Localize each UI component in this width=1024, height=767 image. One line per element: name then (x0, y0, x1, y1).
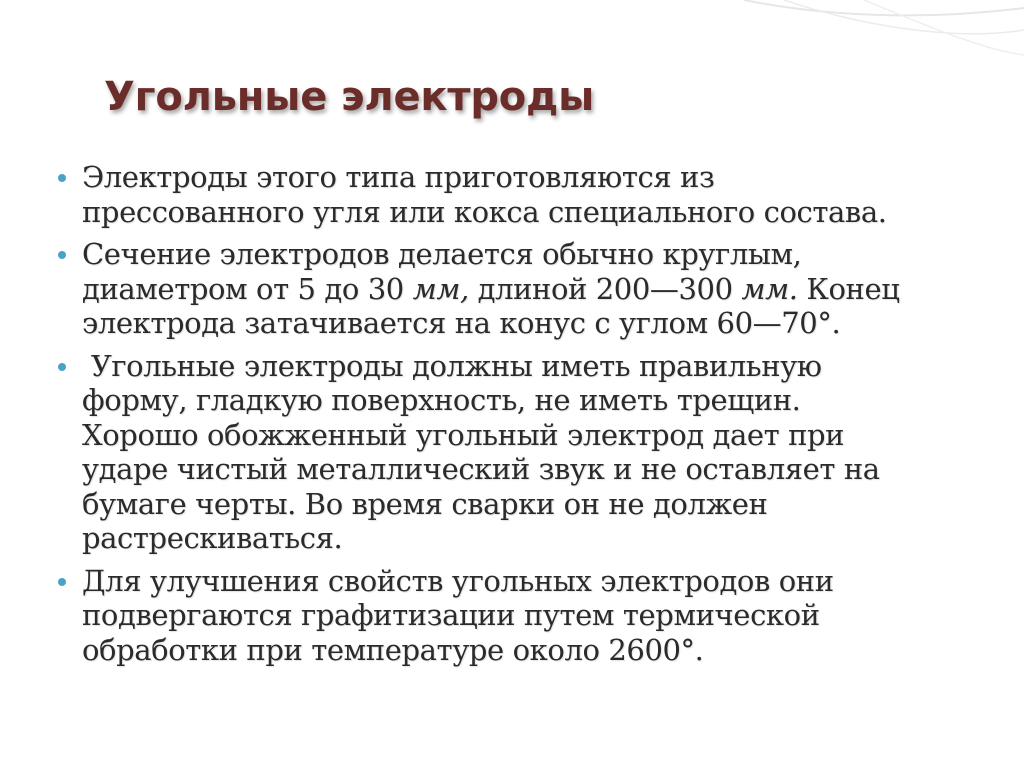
slide-title: Угольные электроды (104, 74, 595, 120)
bullet-item (58, 349, 958, 556)
bullet-line: Угольные электроды должны иметь правильную (82, 348, 822, 383)
bullet-item (58, 564, 958, 668)
bullet-item (58, 160, 958, 229)
corner-decoration (724, 0, 1024, 90)
bullet-line: Сечение электродов делается обычно круглым, (82, 237, 802, 271)
bullet-dot-icon (58, 174, 66, 182)
bullet-line: электрода затачивается на конус с углом 60—70°. (82, 306, 841, 340)
bullet-line: бумаге черты. Во время сварки он не должен (82, 486, 768, 521)
bullet-line: прессованного угля или кокса специального состава. (82, 194, 887, 229)
bullet-line (82, 272, 958, 307)
bullet-text-segment: диаметром от 5 до 30 (82, 271, 413, 306)
bullet-dot-icon (58, 363, 66, 371)
bullet-item (58, 237, 958, 341)
bullet-line: растрескиваться. (82, 521, 343, 555)
bullet-line: Электроды этого типа приготовляются из (82, 160, 715, 194)
unit-mm: мм, (412, 271, 469, 306)
bullet-line: обработки при температуре около 2600°. (82, 632, 704, 667)
bullet-dot-icon (58, 578, 66, 586)
bullet-line: ударе чистый металлический звук и не оставляет на (82, 452, 880, 486)
bullet-line: Хорошо обожженный угольный электрод дает при (82, 417, 845, 452)
bullet-line: Для улучшения свойств угольных электродов они (82, 563, 834, 598)
bullet-line: подвергаются графитизации путем термической (82, 598, 820, 632)
bullet-list (58, 160, 958, 675)
bullet-dot-icon (58, 251, 66, 259)
unit-mm: мм. (741, 271, 798, 306)
bullet-text-segment: Конец (797, 271, 900, 306)
bullet-text-segment: длиной 200—300 (468, 271, 742, 306)
bullet-line: форму, гладкую поверхность, не иметь трещин. (82, 383, 801, 417)
